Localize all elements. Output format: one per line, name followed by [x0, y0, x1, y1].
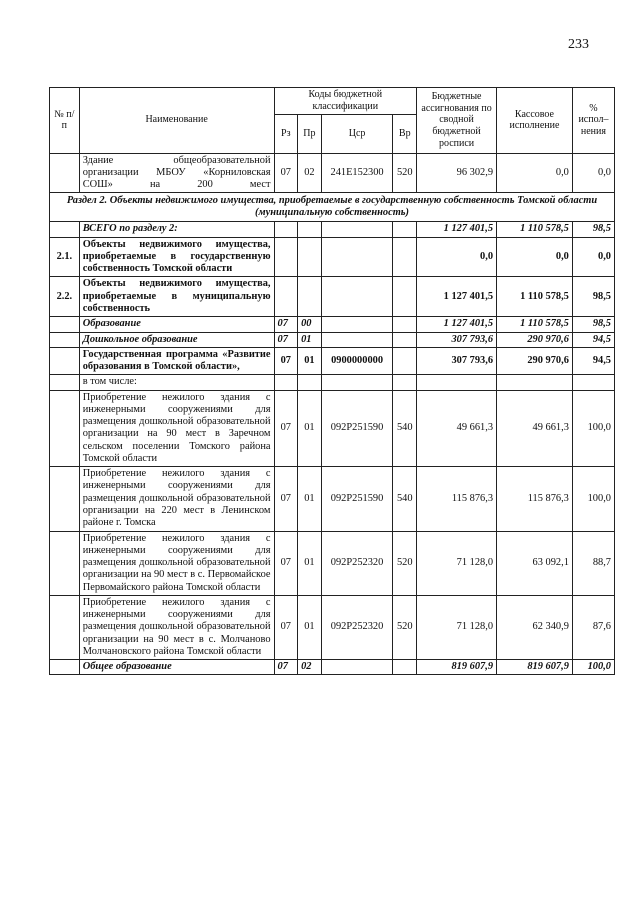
- row-cash: 819 607,9: [497, 660, 573, 675]
- header-pr: Пр: [298, 114, 322, 153]
- section-row: [50, 193, 615, 222]
- row-budget: 307 793,6: [417, 347, 497, 375]
- table-row: [50, 595, 615, 659]
- row-rz: 07: [274, 595, 298, 659]
- page-number: 233: [568, 37, 589, 52]
- row-cash: 0,0: [497, 237, 573, 277]
- header-csr: Цср: [321, 114, 393, 153]
- row-csr: 0900000000: [321, 347, 393, 375]
- row-pr: 01: [298, 332, 322, 347]
- row-vr: 520: [393, 595, 417, 659]
- row-name: Образование: [79, 317, 274, 332]
- row-budget: 1 127 401,5: [417, 317, 497, 332]
- header-budget: Бюджетные ассигнования по сводной бюджетной росписи: [417, 88, 497, 154]
- row-pr: 00: [298, 317, 322, 332]
- row-cash: 0,0: [497, 153, 573, 193]
- row-rz: 07: [274, 660, 298, 675]
- table-row: [50, 347, 615, 375]
- row-rz: 07: [274, 153, 298, 193]
- row-name: Приобретение нежилого здания с инженерными сооружениями для размещения дошкольной образовательной организации на 90 мест в Заречном сельском поселении Томского района Томской области: [79, 390, 274, 467]
- section-title: Раздел 2. Объекты недвижимого имущества, приобретаемые в государственную собственность Томской области (муниципальную собственность): [50, 193, 615, 222]
- row-budget: 307 793,6: [417, 332, 497, 347]
- header-row: [50, 88, 615, 115]
- row-budget: 1 127 401,5: [417, 277, 497, 317]
- row-rz: 07: [274, 347, 298, 375]
- row-cash: 115 876,3: [497, 467, 573, 531]
- row-pct: 98,5: [572, 317, 614, 332]
- table-row: [50, 237, 615, 277]
- row-pct: 98,5: [572, 277, 614, 317]
- table-row: [50, 277, 615, 317]
- row-cash: 290 970,6: [497, 347, 573, 375]
- row-budget: 0,0: [417, 237, 497, 277]
- row-pr: 01: [298, 390, 322, 467]
- row-budget: 819 607,9: [417, 660, 497, 675]
- row-csr: 241E152300: [321, 153, 393, 193]
- row-name: Общее образование: [79, 660, 274, 675]
- row-vr: 520: [393, 153, 417, 193]
- row-name: Объекты недвижимого имущества, приобретаемые в муниципальную собственность: [79, 277, 274, 317]
- row-csr: 092P252320: [321, 595, 393, 659]
- table-row: [50, 332, 615, 347]
- row-name: Приобретение нежилого здания с инженерными сооружениями для размещения дошкольной образовательной организации на 90 мест в с. Молчаново Молчановского района Томской области: [79, 595, 274, 659]
- row-pct: 88,7: [572, 531, 614, 595]
- row-csr: 092P251590: [321, 467, 393, 531]
- table-row: [50, 660, 615, 675]
- row-num: 2.1.: [50, 237, 80, 277]
- table-row: [50, 317, 615, 332]
- row-pct: 0,0: [572, 237, 614, 277]
- row-name: Дошкольное образование: [79, 332, 274, 347]
- row-rz: 07: [274, 531, 298, 595]
- table-row: [50, 531, 615, 595]
- row-cash: 63 092,1: [497, 531, 573, 595]
- row-rz: 07: [274, 467, 298, 531]
- table-row: [50, 153, 615, 193]
- header-cash: Кассовое исполнение: [497, 88, 573, 154]
- row-name: Приобретение нежилого здания с инженерными сооружениями для размещения дошкольной образовательной организации на 220 мест в Ленинском районе г. Томска: [79, 467, 274, 531]
- budget-table: [49, 87, 615, 675]
- row-pct: 87,6: [572, 595, 614, 659]
- row-num: 2.2.: [50, 277, 80, 317]
- row-name: Приобретение нежилого здания с инженерными сооружениями для размещения дошкольной образовательной организации на 90 мест в с. Первомайское Первомайского района Томской области: [79, 531, 274, 595]
- row-cash: 1 110 578,5: [497, 277, 573, 317]
- row-budget: 115 876,3: [417, 467, 497, 531]
- row-pct: 94,5: [572, 347, 614, 375]
- total-label: ВСЕГО по разделу 2:: [79, 222, 274, 237]
- row-pr: 01: [298, 595, 322, 659]
- header-vr: Вр: [393, 114, 417, 153]
- row-vr: 540: [393, 467, 417, 531]
- table-row: [50, 390, 615, 467]
- row-cash: 290 970,6: [497, 332, 573, 347]
- header-pct: % испол– нения: [572, 88, 614, 154]
- row-pr: 02: [298, 660, 322, 675]
- row-vr: 540: [393, 390, 417, 467]
- header-rz: Рз: [274, 114, 298, 153]
- row-csr: 092P252320: [321, 531, 393, 595]
- row-csr: 092P251590: [321, 390, 393, 467]
- row-pr: 01: [298, 467, 322, 531]
- row-name: Здание общеобразовательной организации МБОУ «Корниловская СОШ» на 200 мест: [79, 153, 274, 193]
- row-budget: 49 661,3: [417, 390, 497, 467]
- row-rz: 07: [274, 332, 298, 347]
- row-pct: 100,0: [572, 660, 614, 675]
- row-rz: 07: [274, 317, 298, 332]
- row-pct: 100,0: [572, 390, 614, 467]
- row-pr: 01: [298, 347, 322, 375]
- header-codes: Коды бюджетной классификации: [274, 88, 417, 115]
- table-row: [50, 375, 615, 390]
- total-budget: 1 127 401,5: [417, 222, 497, 237]
- row-pct: 94,5: [572, 332, 614, 347]
- total-cash: 1 110 578,5: [497, 222, 573, 237]
- row-vr: 520: [393, 531, 417, 595]
- row-cash: 49 661,3: [497, 390, 573, 467]
- row-rz: 07: [274, 390, 298, 467]
- row-name: Государственная программа «Развитие образования в Томской области»,: [79, 347, 274, 375]
- row-cash: 1 110 578,5: [497, 317, 573, 332]
- row-budget: 71 128,0: [417, 595, 497, 659]
- row-pct: 0,0: [572, 153, 614, 193]
- row-cash: 62 340,9: [497, 595, 573, 659]
- row-pr: 02: [298, 153, 322, 193]
- header-num: № п/п: [50, 88, 80, 154]
- header-name: Наименование: [79, 88, 274, 154]
- total-row: [50, 222, 615, 237]
- row-pr: 01: [298, 531, 322, 595]
- row-budget: 96 302,9: [417, 153, 497, 193]
- row-name: в том числе:: [79, 375, 274, 390]
- row-budget: 71 128,0: [417, 531, 497, 595]
- row-name: Объекты недвижимого имущества, приобретаемые в государственную собственность Томской области: [79, 237, 274, 277]
- row-pct: 100,0: [572, 467, 614, 531]
- table-row: [50, 467, 615, 531]
- total-pct: 98,5: [572, 222, 614, 237]
